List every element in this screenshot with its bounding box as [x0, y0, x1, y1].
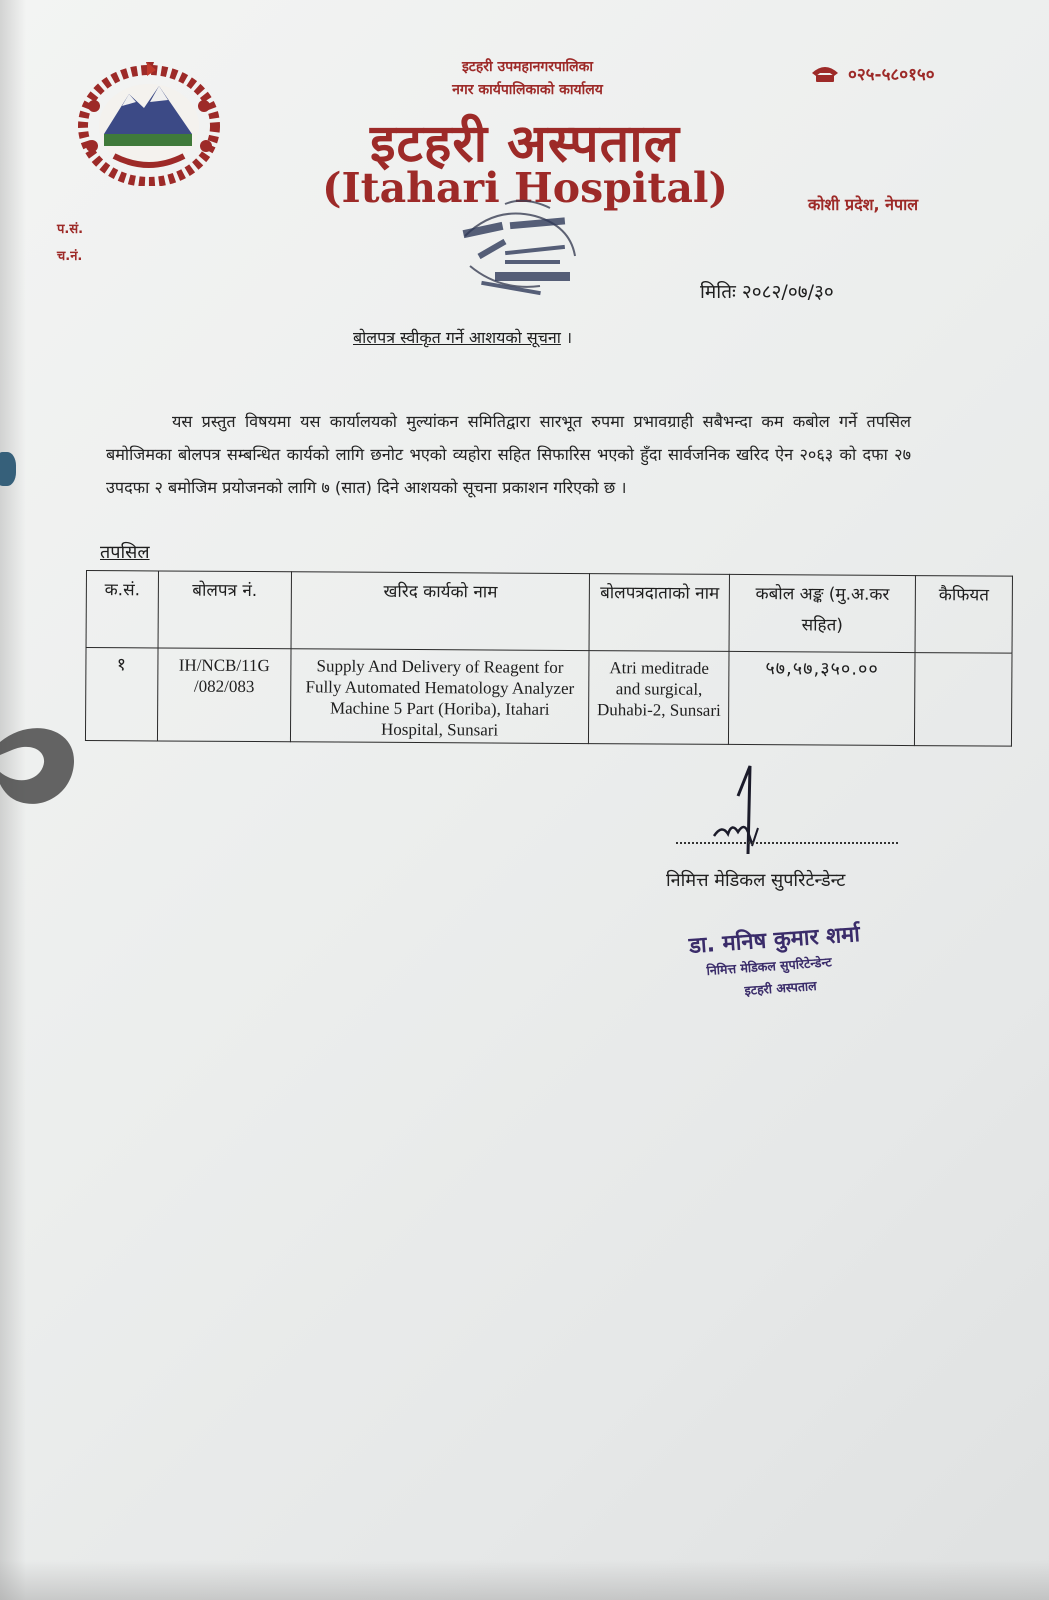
notice-subject [353, 326, 572, 348]
header-sn: क.सं. [86, 571, 158, 648]
notice-body: यस प्रस्तुत विषयमा यस कार्यालयको मुल्यांकन समितिद्वारा सारभूत रुपमा प्रभावग्राही सबैभन्दा कम कबोल गर्ने तपसिल बमोजिमका बोलपत्र सम्बन्धित कार्यको लागि छनोट भएको व्यहोरा सहित सिफारिस भएको हुँदा सार्वजनिक खरिद ऐन २०६३ को दफा २७ उपदफा २ बमोजिम प्रयोजनको लागि ७ (सात) दिने आशयको सूचना प्रकाशन गरिएको छ । [106, 412, 911, 497]
hospital-name-english: (Itahari Hospital) [322, 164, 728, 212]
province-label: कोशी प्रदेश, नेपाल [808, 195, 919, 214]
cell-work-name: Supply And Delivery of Reagent for Fully Automated Hematology Analyzer Machine 5 Part (Horiba), Itahari Hospital, Sunsari [290, 649, 589, 744]
cell-bidder: Atri meditrade and surgical, Duhabi-2, Sunsari [589, 651, 729, 745]
office-name: नगर कार्यपालिकाको कार्यालय [452, 82, 603, 98]
stamp-role: निमित्त मेडिकल सुपरिटेन्डेन्ट [706, 954, 833, 978]
hospital-name-nepali: इटहरी अस्पताल [369, 114, 681, 174]
table-header-row [86, 571, 1012, 654]
header-remarks: कैफियत [915, 576, 1012, 654]
bid-details-table [85, 570, 1013, 747]
signature-icon [700, 758, 810, 868]
binding-thread [0, 452, 16, 486]
header-amount: कबोल अङ्क (मु.अ.कर सहित) [729, 574, 915, 652]
header-bid-no: बोलपत्र नं. [158, 571, 291, 649]
details-heading: तपसिल [100, 542, 150, 563]
page-bottom-shadow [0, 1560, 1049, 1600]
notice-date: मितिः २०८२/०७/३० [700, 281, 834, 303]
header-work-name: खरिद कार्यको नाम [291, 572, 590, 651]
ink-blot-mark [0, 722, 80, 812]
signature-line [676, 842, 898, 844]
stamp-organization: इटहरी अस्पताल [744, 977, 818, 998]
office-stamp-icon [455, 196, 590, 311]
phone-number [810, 62, 935, 85]
notice-subject-text: बोलपत्र स्वीकृत गर्ने आशयको सूचना [353, 328, 561, 347]
patra-sankhya-label: प.सं. [57, 222, 84, 237]
telephone-icon [810, 65, 840, 83]
signatory-title: निमित्त मेडिकल सुपरिटेन्डेन्ट [666, 870, 846, 891]
notice-subject-end: । [566, 328, 573, 347]
cell-bid-no: IH/NCB/11G /082/083 [157, 648, 290, 742]
cell-remarks [915, 653, 1013, 747]
table-row [85, 648, 1012, 747]
nepal-emblem-icon [74, 56, 224, 186]
stamp-name: डा. मनिष कुमार शर्मा [688, 922, 861, 959]
phone-text: ०२५-५८०१५० [848, 65, 935, 85]
cell-amount: ५७,५७,३५०.०० [729, 651, 915, 745]
municipality-name: इटहरी उपमहानगरपालिका [461, 59, 594, 75]
cell-sn: १ [85, 648, 157, 741]
chalani-number-label: च.नं. [57, 249, 83, 264]
header-bidder: बोलपत्रदाताको नाम [589, 574, 729, 652]
